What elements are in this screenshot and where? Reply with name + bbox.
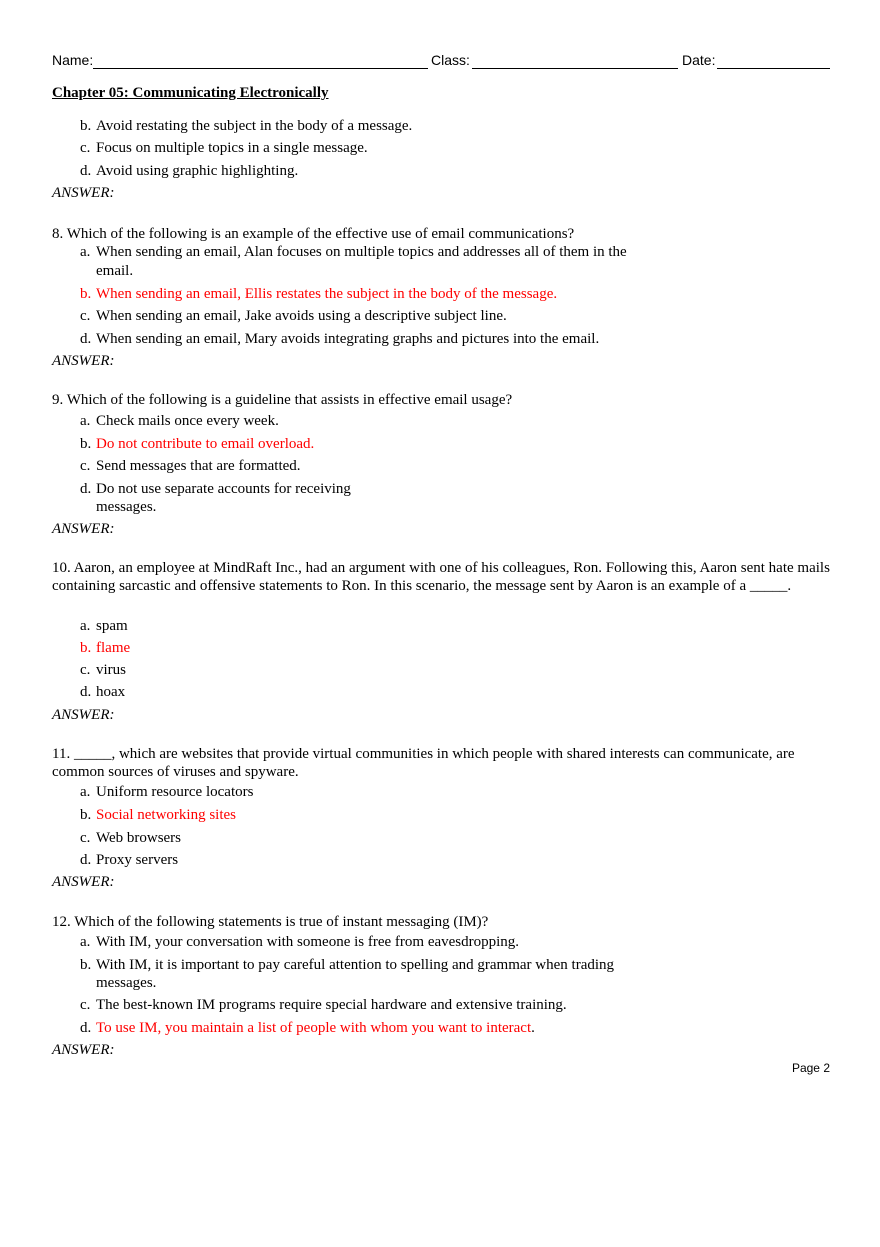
q8-question: 8. Which of the following is an example of the effective use of email communications? <box>52 226 575 242</box>
q12-answer-label: ANSWER: <box>52 1042 115 1058</box>
q12-option-d-correct: d. To use IM, you maintain a list of people with whom you want to interact. <box>80 1020 535 1036</box>
q11-option-b-correct: b. Social networking sites <box>80 807 236 823</box>
q7-option-b: b. Avoid restating the subject in the body of a message. <box>80 118 413 134</box>
q11-option-a: a. Uniform resource locators <box>80 784 254 800</box>
q8-option-a-cont: email. <box>96 263 134 279</box>
date-label: Date: <box>682 52 716 68</box>
q10-question: 10. Aaron, an employee at MindRaft Inc., had an argument with one of his colleagues, Ron. Following this, Aaron sent hate mails containing sarcastic and offensive statements to Ron. In this scenario, the message sent by Aaron is an example of a _____. <box>52 560 830 594</box>
q12-question: 12. Which of the following statements is true of instant messaging (IM)? <box>52 914 489 930</box>
q11-question: 11. _____, which are websites that provide virtual communities in which people with shared interests can communicate, are common sources of viruses and spyware. <box>52 746 795 780</box>
q7-answer-label: ANSWER: <box>52 185 115 201</box>
q8-option-b-correct: b. When sending an email, Ellis restates the subject in the body of the message. <box>80 286 558 302</box>
q10-option-b-correct: b. flame <box>80 640 131 656</box>
q12-option-b-cont: messages. <box>96 975 157 991</box>
q11-option-d: d. Proxy servers <box>80 852 179 868</box>
q8-answer-label: ANSWER: <box>52 353 115 369</box>
q10-answer-label: ANSWER: <box>52 707 115 723</box>
q9-answer-label: ANSWER: <box>52 521 115 537</box>
page-number: Page 2 <box>791 1061 830 1075</box>
q11-answer-label: ANSWER: <box>52 874 115 890</box>
q10-option-a: a. spam <box>80 618 128 634</box>
q9-option-b-correct: b. Do not contribute to email overload. <box>80 436 315 452</box>
q9-question: 9. Which of the following is a guideline that assists in effective email usage? <box>52 392 513 408</box>
q8-option-c: c. When sending an email, Jake avoids using a descriptive subject line. <box>80 308 507 324</box>
q10-option-c: c. virus <box>80 662 126 678</box>
chapter-title: Chapter 05: Communicating Electronically <box>52 85 329 101</box>
q8-option-d: d. When sending an email, Mary avoids integrating graphs and pictures into the email. <box>80 331 600 347</box>
date-blank-line <box>717 68 830 69</box>
q10-option-d: d. hoax <box>80 684 126 700</box>
q9-option-a: a. Check mails once every week. <box>80 413 279 429</box>
q8-option-a: a. When sending an email, Alan focuses on multiple topics and addresses all of them in the <box>80 244 627 260</box>
q9-option-c: c. Send messages that are formatted. <box>80 458 301 474</box>
class-blank-line <box>472 68 678 69</box>
worksheet-header <box>52 51 830 71</box>
q12-option-a: a. With IM, your conversation with someone is free from eavesdropping. <box>80 934 520 950</box>
q9-option-d: d. Do not use separate accounts for receiving <box>80 481 351 497</box>
class-label: Class: <box>431 52 470 68</box>
q12-option-c: c. The best-known IM programs require special hardware and extensive training. <box>80 997 567 1013</box>
name-label: Name: <box>52 52 94 68</box>
q9-option-d-cont: messages. <box>96 499 157 515</box>
q11-option-c: c. Web browsers <box>80 830 182 846</box>
q12-option-b: b. With IM, it is important to pay careful attention to spelling and grammar when trading <box>80 957 615 973</box>
name-blank-line <box>93 68 428 69</box>
q7-option-d: d. Avoid using graphic highlighting. <box>80 163 299 179</box>
q7-option-c: c. Focus on multiple topics in a single message. <box>80 140 368 156</box>
